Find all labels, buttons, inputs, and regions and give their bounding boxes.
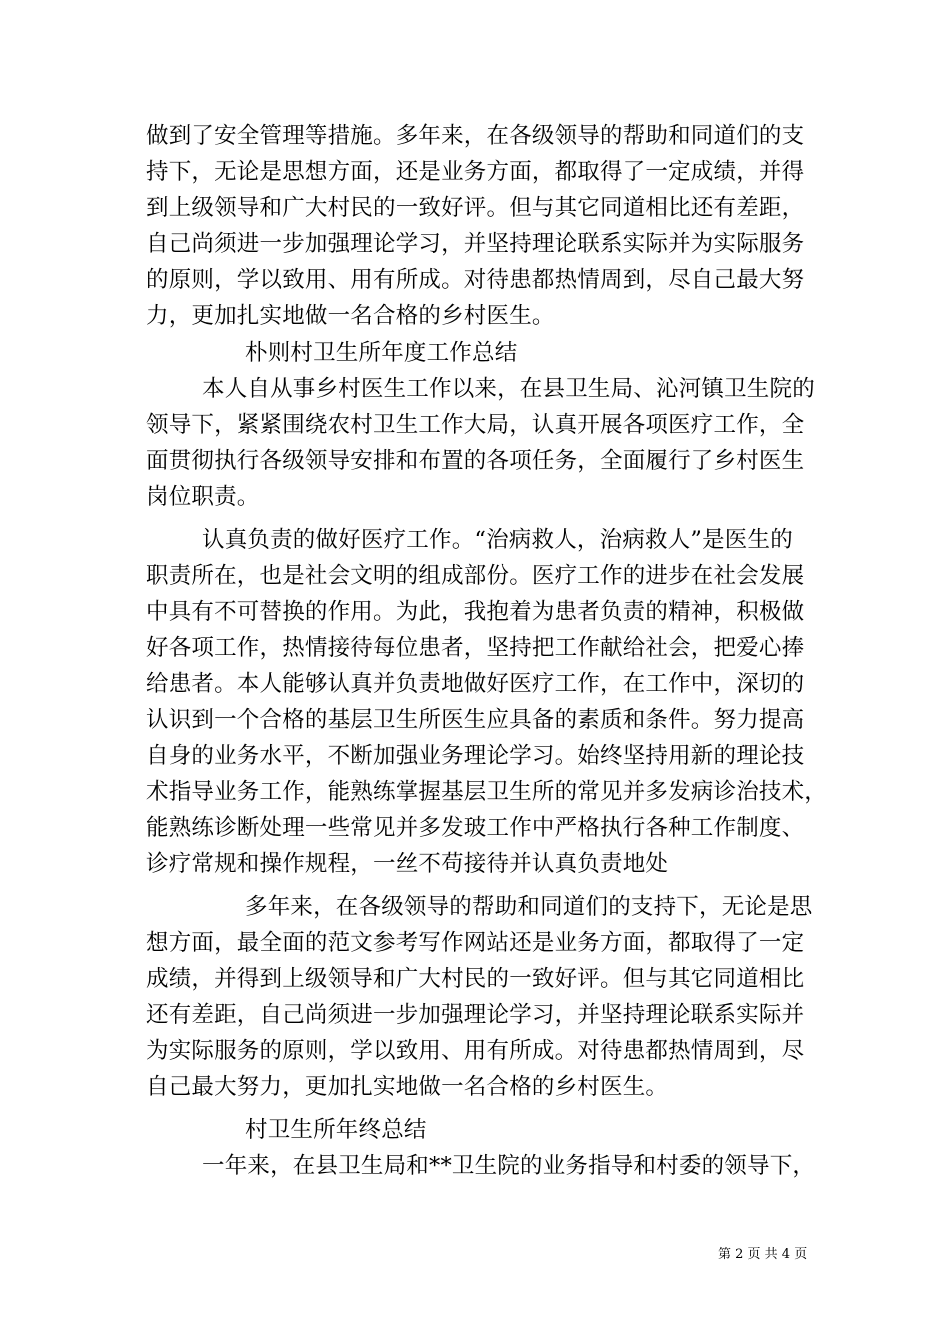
text-line: 自身的业务水平，不断加强业务理论学习。始终坚持用新的理论技 <box>146 743 805 769</box>
text-line: 诊疗常规和操作规程，一丝不苟接待并认真负责地处 <box>146 851 669 877</box>
section-heading: 朴则村卫生所年度工作总结 <box>245 340 518 366</box>
text-line: 的原则，学以致用、用有所成。对待患都热情周到，尽自己最大努 <box>146 267 805 293</box>
text-line: 面贯彻执行各级领导安排和布置的各项任务，全面履行了乡村医生 <box>146 448 805 474</box>
text-line: 认真负责的做好医疗工作。“治病救人，治病救人”是医生的 <box>202 527 793 553</box>
text-line: 一年来，在县卫生局和**卫生院的业务指导和村委的领导下， <box>202 1153 816 1179</box>
section-heading: 村卫生所年终总结 <box>245 1117 427 1143</box>
text-line: 为实际服务的原则，学以致用、用有所成。对待患都热情周到，尽 <box>146 1038 805 1064</box>
text-line: 术指导业务工作，能熟练掌握基层卫生所的常见并多发病诊治技术， <box>146 779 828 805</box>
text-line: 给患者。本人能够认真并负责地做好医疗工作，在工作中，深切的 <box>146 671 805 697</box>
page-number-footer: 第 2 页 共 4 页 <box>718 1247 808 1262</box>
text-line: 还有差距，自己尚须进一步加强理论学习，并坚持理论联系实际并 <box>146 1002 805 1028</box>
text-line: 认识到一个合格的基层卫生所医生应具备的素质和条件。努力提高 <box>146 707 805 733</box>
text-line: 职责所在，也是社会文明的组成部份。医疗工作的进步在社会发展 <box>146 563 805 589</box>
text-line: 岗位职责。 <box>146 484 260 510</box>
text-line: 能熟练诊断处理一些常见并多发玻工作中严格执行各种工作制度、 <box>146 815 805 841</box>
text-line: 好各项工作，热情接待每位患者，坚持把工作献给社会，把爱心捧 <box>146 635 805 661</box>
text-line: 领导下，紧紧围绕农村卫生工作大局，认真开展各项医疗工作，全 <box>146 412 805 438</box>
text-line: 多年来，在各级领导的帮助和同道们的支持下，无论是思 <box>245 894 813 920</box>
text-line: 做到了安全管理等措施。多年来，在各级领导的帮助和同道们的支 <box>146 123 805 149</box>
text-line: 自己最大努力，更加扎实地做一名合格的乡村医生。 <box>146 1074 669 1100</box>
text-line: 本人自从事乡村医生工作以来，在县卫生局、沁河镇卫生院的 <box>202 376 815 402</box>
text-line: 持下，无论是思想方面，还是业务方面，都取得了一定成绩，并得 <box>146 159 805 185</box>
text-line: 力，更加扎实地做一名合格的乡村医生。 <box>146 303 555 329</box>
text-line: 成绩，并得到上级领导和广大村民的一致好评。但与其它同道相比 <box>146 966 805 992</box>
text-line: 想方面，最全面的范文参考写作网站还是业务方面，都取得了一定 <box>146 930 805 956</box>
text-line: 到上级领导和广大村民的一致好评。但与其它同道相比还有差距， <box>146 195 805 221</box>
text-line: 自己尚须进一步加强理论学习，并坚持理论联系实际并为实际服务 <box>146 231 805 257</box>
text-line: 中具有不可替换的作用。为此，我抱着为患者负责的精神，积极做 <box>146 599 805 625</box>
